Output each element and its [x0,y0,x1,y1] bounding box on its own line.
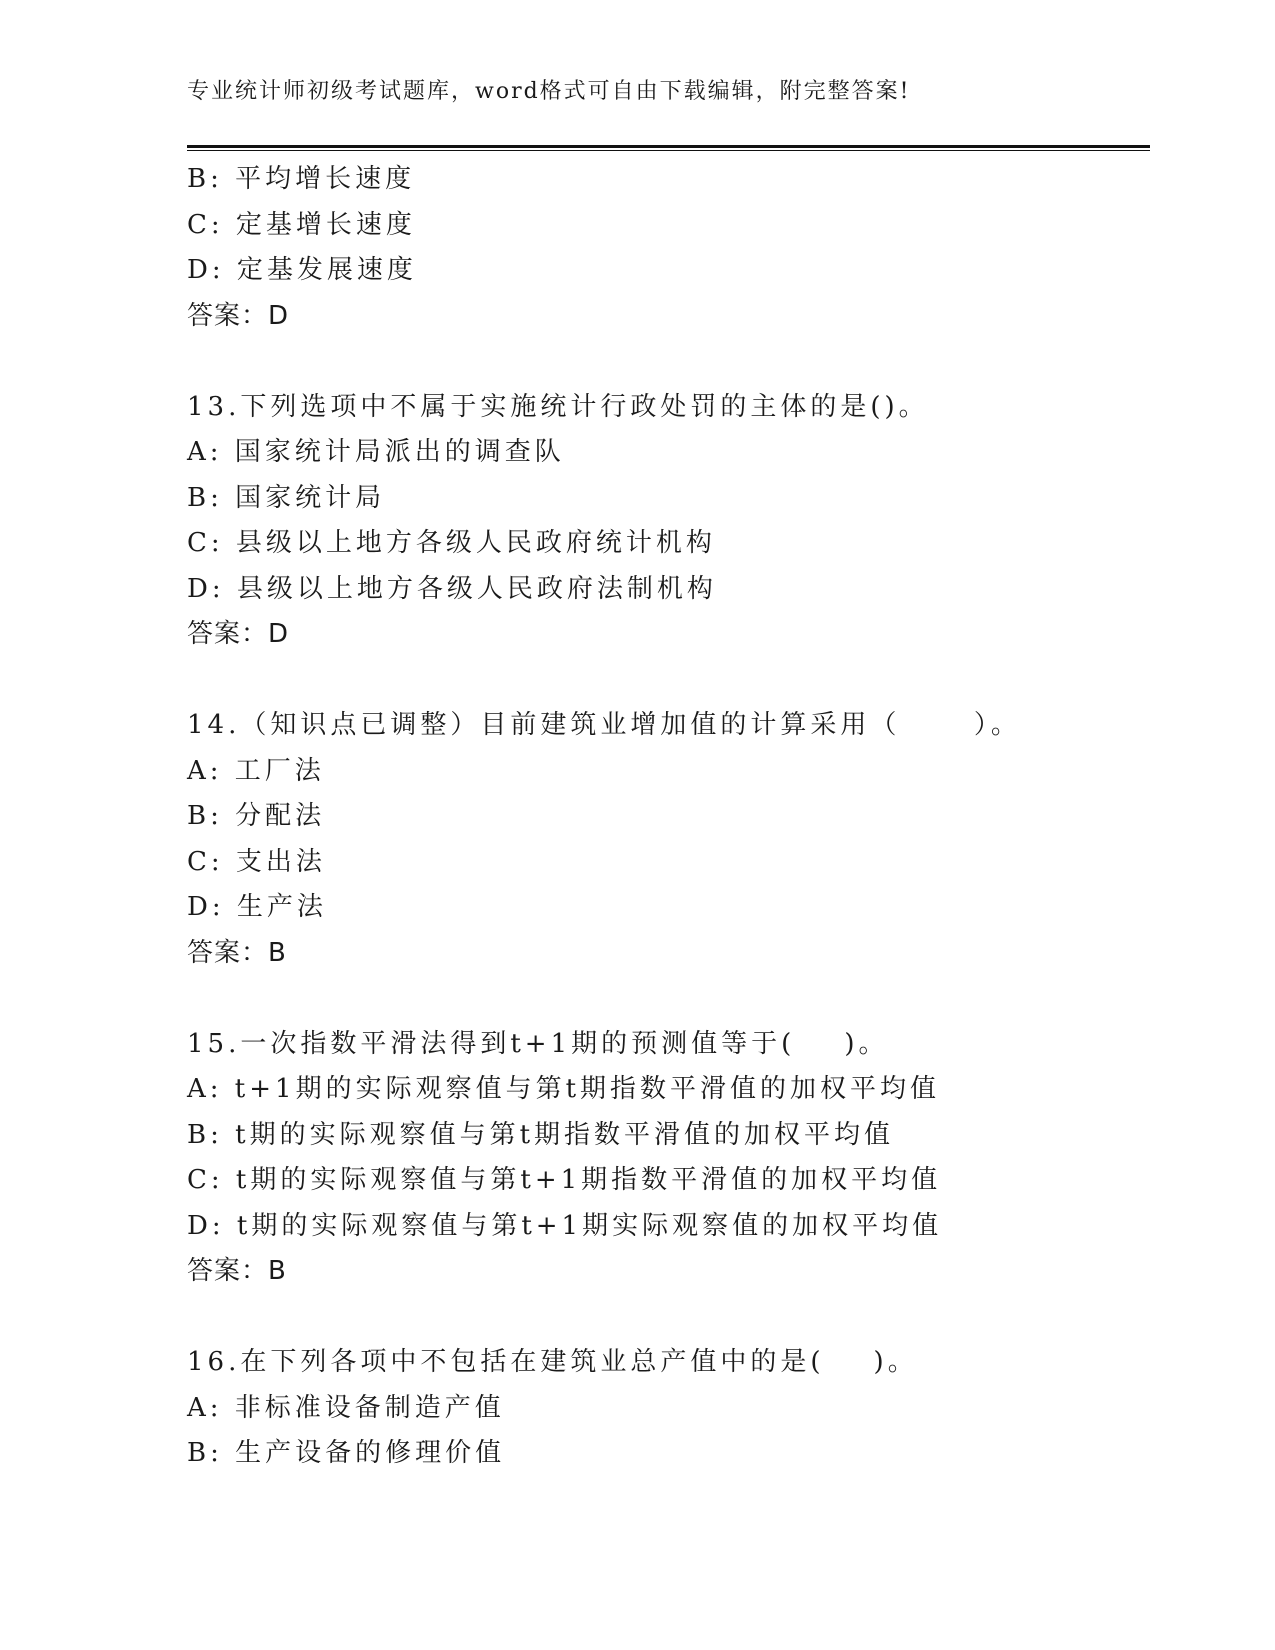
option-c: C: 定基增长速度 [187,209,416,240]
option-a: A: 工厂法 [187,755,325,786]
option-a: A: 国家统计局派出的调查队 [187,437,565,467]
option-b: B: t期的实际观察值与第t期指数平滑值的加权平均值 [187,1119,895,1150]
answer-label: 答案：D [187,300,290,331]
question-stem: 13.下列选项中不属于实施统计行政处罚的主体的是()。 [187,391,929,422]
option-c: C: 支出法 [187,846,326,877]
option-a: A: t+1期的实际观察值与第t期指数平滑值的加权平均值 [187,1074,941,1104]
question-stem: 15.一次指数平滑法得到t+1期的预测值等于( )。 [187,1028,889,1059]
header-divider-thin [187,150,1150,151]
page-header: 专业统计师初级考试题库，word格式可自由下载编辑，附完整答案! [187,79,911,104]
answer-label: 答案：B [187,937,287,968]
option-d: D: 县级以上地方各级人民政府法制机构 [187,573,717,604]
spacer [187,976,1147,1022]
option-d: D: 生产法 [187,892,327,922]
spacer [187,658,1147,704]
option-b: B: 生产设备的修理价值 [187,1438,506,1468]
answer-label: 答案：D [187,619,290,649]
spacer [187,1295,1147,1341]
question-stem: 16.在下列各项中不包括在建筑业总产值中的是( )。 [187,1347,918,1377]
option-d: D: t期的实际观察值与第t+1期实际观察值的加权平均值 [187,1210,943,1241]
option-a: A: 非标准设备制造产值 [187,1392,505,1423]
question-content [187,157,1147,1477]
question-stem: 14.（知识点已调整）目前建筑业增加值的计算采用（ ）。 [187,710,1021,740]
option-b: B: 分配法 [187,801,326,831]
spacer [187,339,1147,385]
option-c: C: 县级以上地方各级人民政府统计机构 [187,528,716,558]
option-c: C: t期的实际观察值与第t+1期指数平滑值的加权平均值 [187,1165,942,1195]
option-d: D: 定基发展速度 [187,255,417,285]
option-b: B: 国家统计局 [187,482,386,513]
answer-label: 答案：B [187,1256,287,1286]
header-divider-thick [187,145,1150,148]
option-b: B: 平均增长速度 [187,164,416,194]
